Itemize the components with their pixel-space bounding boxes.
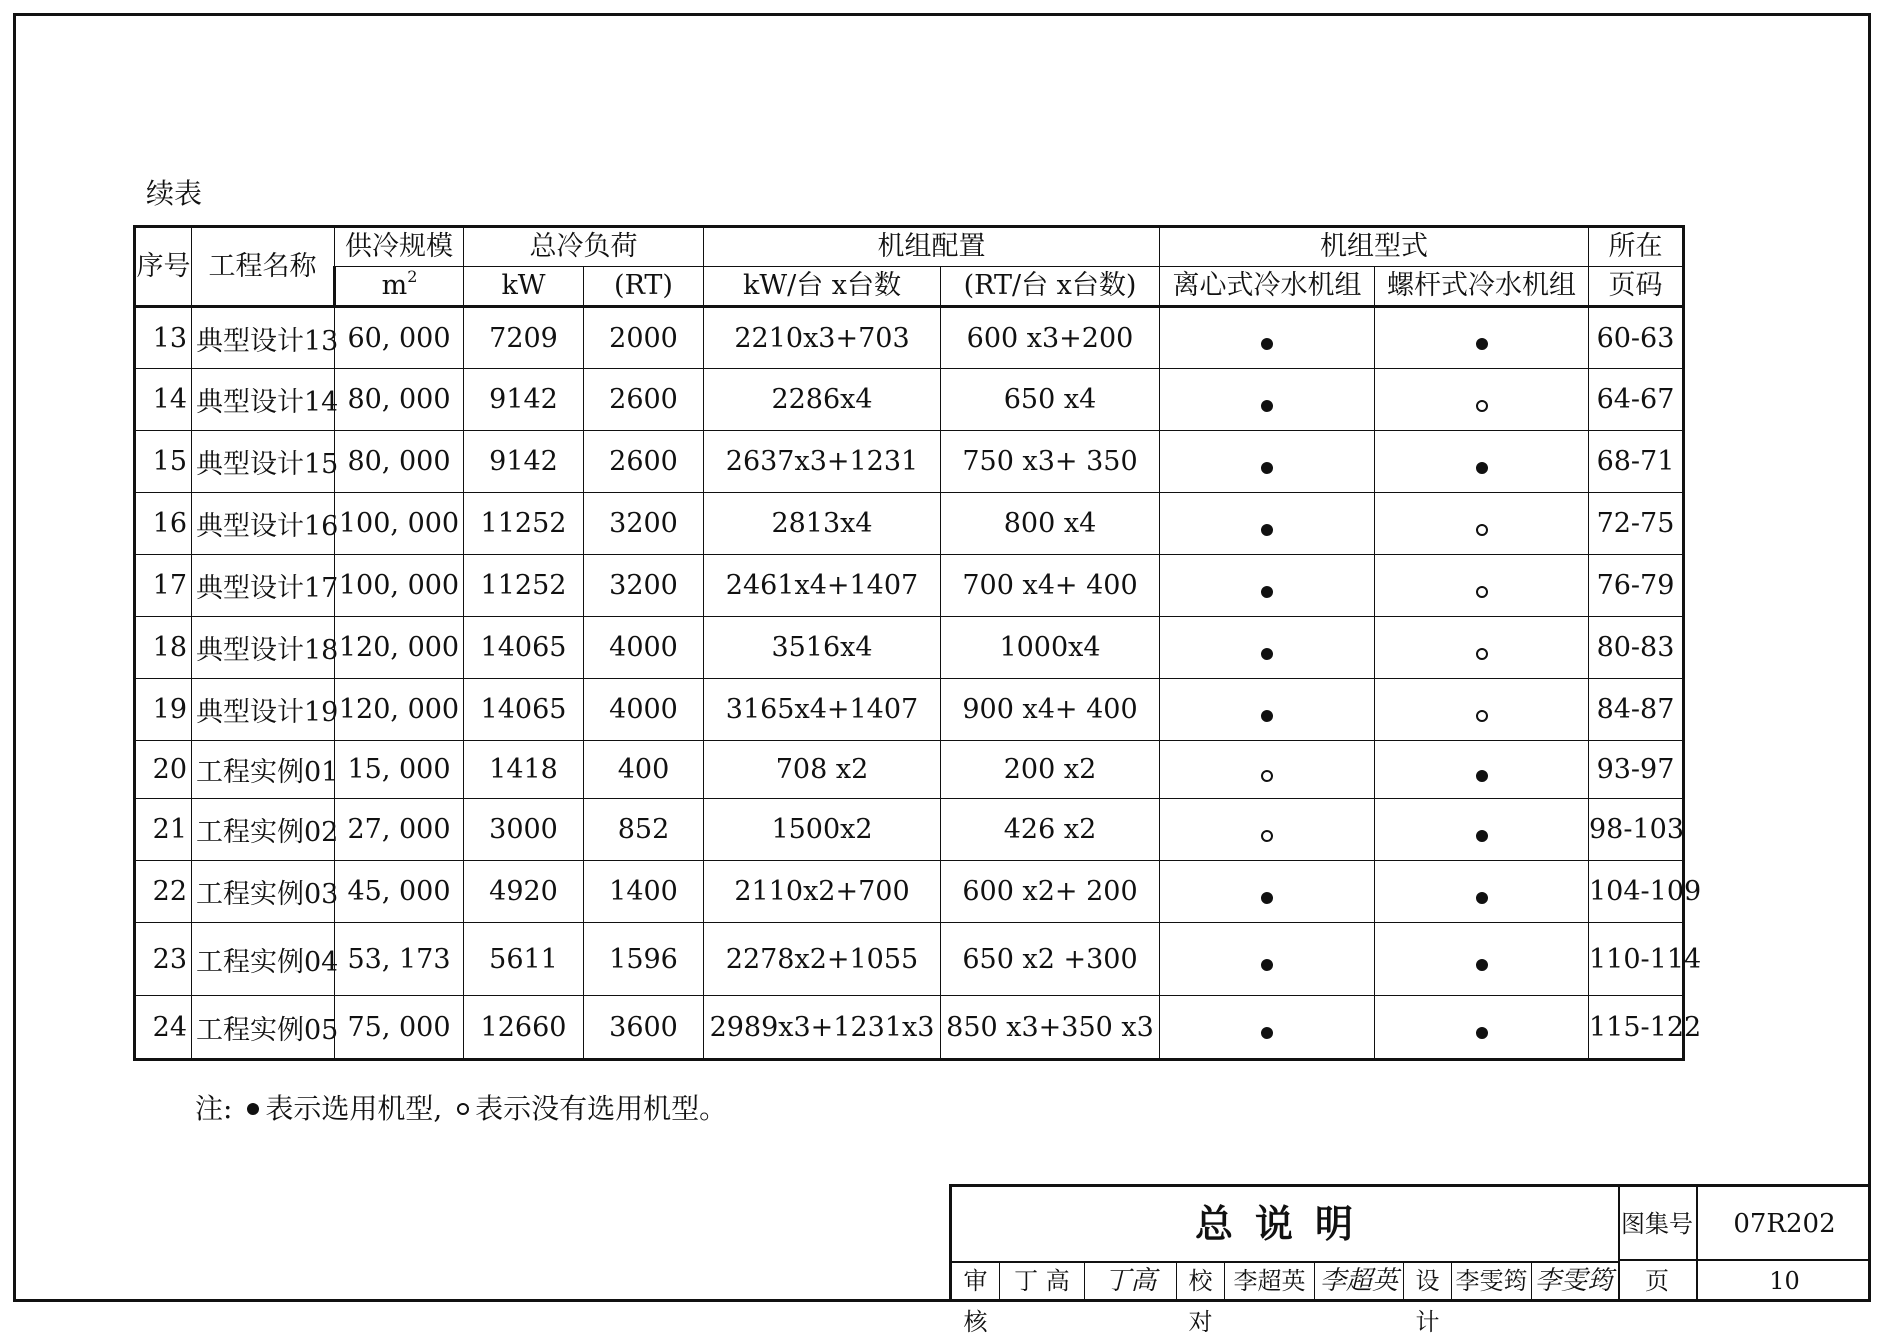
row-number: 14 [135, 369, 192, 431]
load-rt: 852 [584, 799, 704, 861]
project-name: 工程实例04 [192, 923, 335, 996]
filled-dot-icon [1261, 338, 1273, 350]
centrifugal-cell [1160, 493, 1375, 555]
page-range: 110-114 [1589, 923, 1684, 996]
header-config: 机组配置 [704, 227, 1160, 267]
hollow-dot-icon [1476, 400, 1488, 412]
config-rt: 650 x2 +300 [941, 923, 1160, 996]
cooling-scale: 75, 000 [335, 996, 464, 1060]
load-kw: 7209 [464, 307, 584, 369]
hollow-dot-icon [1476, 586, 1488, 598]
load-rt: 3200 [584, 555, 704, 617]
row-number: 22 [135, 861, 192, 923]
table-row [135, 617, 1684, 679]
header-name: 工程名称 [192, 227, 335, 307]
config-kw: 2278x2+1055 [704, 923, 941, 996]
filled-dot-icon [1476, 830, 1488, 842]
page-range: 72-75 [1589, 493, 1684, 555]
table-row [135, 741, 1684, 799]
hollow-dot-icon [1476, 648, 1488, 660]
hollow-dot-icon [1476, 524, 1488, 536]
load-kw: 5611 [464, 923, 584, 996]
header-no: 序号 [135, 227, 192, 307]
hollow-dot-icon [1261, 830, 1273, 842]
row-number: 23 [135, 923, 192, 996]
project-name: 典型设计13 [192, 307, 335, 369]
table-row [135, 555, 1684, 617]
designer-name: 李雯筠 [1452, 1261, 1532, 1302]
load-rt: 3200 [584, 493, 704, 555]
screw-cell [1375, 493, 1589, 555]
cooling-scale: 15, 000 [335, 741, 464, 799]
centrifugal-cell [1160, 307, 1375, 369]
load-rt: 2600 [584, 369, 704, 431]
config-kw: 2286x4 [704, 369, 941, 431]
load-kw: 9142 [464, 431, 584, 493]
cooling-scale: 100, 000 [335, 493, 464, 555]
config-kw: 1500x2 [704, 799, 941, 861]
header-type: 机组型式 [1160, 227, 1589, 267]
project-name: 典型设计18 [192, 617, 335, 679]
centrifugal-cell [1160, 861, 1375, 923]
header-page-2: 页码 [1589, 267, 1684, 307]
screw-cell [1375, 431, 1589, 493]
config-rt: 600 x3+200 [941, 307, 1160, 369]
centrifugal-cell [1160, 741, 1375, 799]
config-kw: 708 x2 [704, 741, 941, 799]
atlas-number: 07R202 [1698, 1187, 1871, 1261]
load-rt: 3600 [584, 996, 704, 1060]
config-rt: 850 x3+350 x3 [941, 996, 1160, 1060]
check-label: 校对 [1177, 1261, 1225, 1302]
signature-row [952, 1261, 1620, 1336]
config-rt: 650 x4 [941, 369, 1160, 431]
hollow-dot-icon [1261, 770, 1273, 782]
cooling-scale: 53, 173 [335, 923, 464, 996]
load-rt: 2000 [584, 307, 704, 369]
filled-dot-icon [1476, 338, 1488, 350]
table-row [135, 923, 1684, 996]
cooling-scale: 27, 000 [335, 799, 464, 861]
config-kw: 2813x4 [704, 493, 941, 555]
config-rt: 900 x4+ 400 [941, 679, 1160, 741]
header-load-rt: (RT) [584, 267, 704, 307]
review-label: 审核 [952, 1261, 1000, 1302]
config-kw: 2637x3+1231 [704, 431, 941, 493]
screw-cell [1375, 617, 1589, 679]
drawing-title: 总说明 [952, 1187, 1620, 1263]
table-row [135, 369, 1684, 431]
cooling-scale: 100, 000 [335, 555, 464, 617]
cooling-scale: 120, 000 [335, 679, 464, 741]
centrifugal-cell [1160, 369, 1375, 431]
header-page: 所在 [1589, 227, 1684, 267]
load-kw: 12660 [464, 996, 584, 1060]
note-hollow-text: 表示没有选用机型。 [475, 1092, 728, 1125]
row-number: 17 [135, 555, 192, 617]
centrifugal-cell [1160, 996, 1375, 1060]
config-kw: 2989x3+1231x3 [704, 996, 941, 1060]
page-range: 68-71 [1589, 431, 1684, 493]
header-scale: 供冷规模 [335, 227, 464, 267]
load-rt: 1400 [584, 861, 704, 923]
project-name: 典型设计15 [192, 431, 335, 493]
config-rt: 700 x4+ 400 [941, 555, 1160, 617]
centrifugal-cell [1160, 555, 1375, 617]
row-number: 15 [135, 431, 192, 493]
config-rt: 600 x2+ 200 [941, 861, 1160, 923]
page-range: 98-103 [1589, 799, 1684, 861]
load-rt: 400 [584, 741, 704, 799]
screw-cell [1375, 861, 1589, 923]
page-range: 60-63 [1589, 307, 1684, 369]
table-caption: 续表 [146, 177, 203, 210]
table-row [135, 431, 1684, 493]
page-range: 93-97 [1589, 741, 1684, 799]
config-kw: 3516x4 [704, 617, 941, 679]
load-rt: 2600 [584, 431, 704, 493]
page-range: 64-67 [1589, 369, 1684, 431]
centrifugal-cell [1160, 923, 1375, 996]
screw-cell [1375, 741, 1589, 799]
load-kw: 11252 [464, 555, 584, 617]
filled-dot-icon [1261, 648, 1273, 660]
config-rt: 200 x2 [941, 741, 1160, 799]
screw-cell [1375, 555, 1589, 617]
page-range: 115-122 [1589, 996, 1684, 1060]
centrifugal-cell [1160, 431, 1375, 493]
project-name: 典型设计14 [192, 369, 335, 431]
config-rt: 800 x4 [941, 493, 1160, 555]
screw-cell [1375, 679, 1589, 741]
filled-dot-icon [1261, 1027, 1273, 1039]
screw-cell [1375, 799, 1589, 861]
load-rt: 1596 [584, 923, 704, 996]
hollow-dot-icon [1476, 710, 1488, 722]
table-row [135, 861, 1684, 923]
project-name: 典型设计19 [192, 679, 335, 741]
header-load: 总冷负荷 [464, 227, 704, 267]
project-name: 典型设计17 [192, 555, 335, 617]
chiller-config-table [133, 225, 1702, 1061]
centrifugal-cell [1160, 617, 1375, 679]
page-range: 104-109 [1589, 861, 1684, 923]
page-number: 10 [1769, 1267, 1800, 1295]
project-name: 工程实例01 [192, 741, 335, 799]
centrifugal-cell [1160, 679, 1375, 741]
project-name: 工程实例03 [192, 861, 335, 923]
header-type-screw: 螺杆式冷水机组 [1375, 267, 1589, 307]
filled-dot-icon [247, 1103, 259, 1115]
screw-cell [1375, 923, 1589, 996]
row-number: 20 [135, 741, 192, 799]
load-kw: 11252 [464, 493, 584, 555]
config-rt: 426 x2 [941, 799, 1160, 861]
row-number: 21 [135, 799, 192, 861]
table-row [135, 307, 1684, 369]
filled-dot-icon [1476, 892, 1488, 904]
header-load-kw: kW [464, 267, 584, 307]
config-kw: 2461x4+1407 [704, 555, 941, 617]
atlas-label: 图集号 [1618, 1187, 1698, 1261]
page-range: 76-79 [1589, 555, 1684, 617]
row-number: 24 [135, 996, 192, 1060]
designer-signature: 李雯筠 [1534, 1266, 1613, 1296]
screw-cell [1375, 369, 1589, 431]
header-type-centrifugal: 离心式冷水机组 [1160, 267, 1375, 307]
centrifugal-cell [1160, 799, 1375, 861]
row-number: 16 [135, 493, 192, 555]
filled-dot-icon [1476, 959, 1488, 971]
reviewer-name: 丁 高 [1000, 1261, 1085, 1302]
load-kw: 14065 [464, 679, 584, 741]
load-kw: 1418 [464, 741, 584, 799]
filled-dot-icon [1261, 586, 1273, 598]
legend-note [195, 1087, 727, 1127]
checker-name: 李超英 [1225, 1261, 1315, 1302]
table-row [135, 996, 1684, 1060]
cooling-scale: 60, 000 [335, 307, 464, 369]
cooling-scale: 45, 000 [335, 861, 464, 923]
note-prefix: 注: [195, 1092, 233, 1125]
hollow-dot-icon [457, 1103, 469, 1115]
note-filled-text: 表示选用机型, [265, 1092, 443, 1125]
page-range: 84-87 [1589, 679, 1684, 741]
filled-dot-icon [1261, 710, 1273, 722]
config-kw: 2210x3+703 [704, 307, 941, 369]
page-label: 页 [1618, 1261, 1698, 1302]
filled-dot-icon [1476, 462, 1488, 474]
config-kw: 2110x2+700 [704, 861, 941, 923]
header-config-kw: kW/台 x台数 [704, 267, 941, 307]
load-rt: 4000 [584, 679, 704, 741]
project-name: 工程实例05 [192, 996, 335, 1060]
load-rt: 4000 [584, 617, 704, 679]
filled-dot-icon [1261, 524, 1273, 536]
cooling-scale: 80, 000 [335, 431, 464, 493]
cooling-scale: 80, 000 [335, 369, 464, 431]
load-kw: 14065 [464, 617, 584, 679]
table-row [135, 493, 1684, 555]
design-label: 设计 [1404, 1261, 1452, 1302]
filled-dot-icon [1261, 400, 1273, 412]
table-row [135, 799, 1684, 861]
config-kw: 3165x4+1407 [704, 679, 941, 741]
cooling-scale: 120, 000 [335, 617, 464, 679]
screw-cell [1375, 996, 1589, 1060]
project-name: 工程实例02 [192, 799, 335, 861]
row-number: 18 [135, 617, 192, 679]
load-kw: 3000 [464, 799, 584, 861]
row-number: 19 [135, 679, 192, 741]
row-number: 13 [135, 307, 192, 369]
config-rt: 750 x3+ 350 [941, 431, 1160, 493]
load-kw: 4920 [464, 861, 584, 923]
config-rt: 1000x4 [941, 617, 1160, 679]
filled-dot-icon [1261, 892, 1273, 904]
header-config-rt: (RT/台 x台数) [941, 267, 1160, 307]
table-row [135, 679, 1684, 741]
filled-dot-icon [1476, 770, 1488, 782]
filled-dot-icon [1261, 462, 1273, 474]
checker-signature: 李超英 [1315, 1261, 1404, 1302]
reviewer-signature: 丁高 [1085, 1261, 1177, 1302]
screw-cell [1375, 307, 1589, 369]
load-kw: 9142 [464, 369, 584, 431]
header-scale-unit: $m^2$ [335, 267, 464, 307]
page-range: 80-83 [1589, 617, 1684, 679]
title-block [949, 1184, 1871, 1336]
filled-dot-icon [1261, 959, 1273, 971]
filled-dot-icon [1476, 1027, 1488, 1039]
project-name: 典型设计16 [192, 493, 335, 555]
